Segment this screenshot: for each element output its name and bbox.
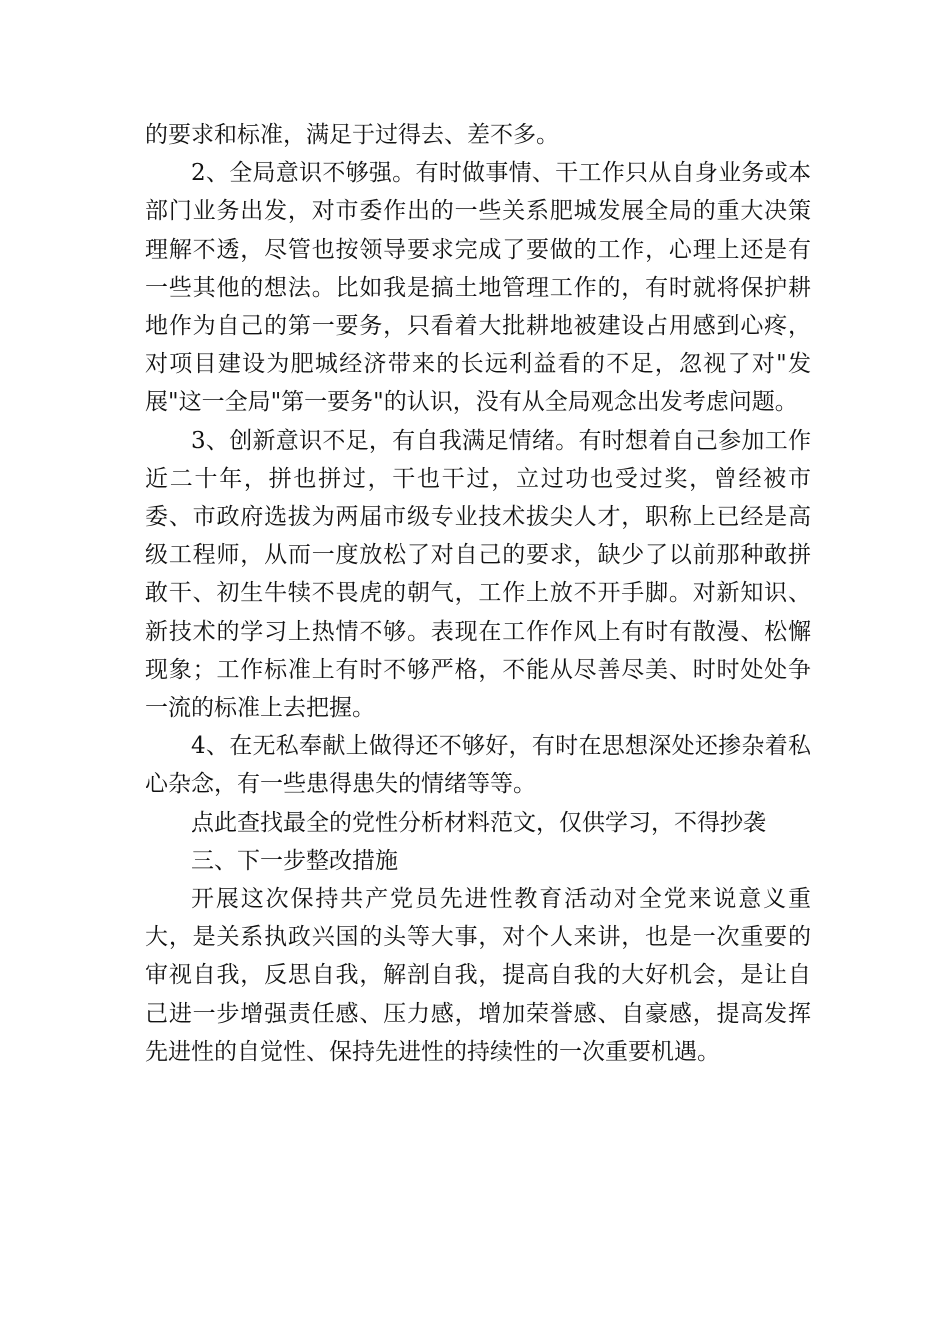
paragraph-selfless-dedication: 4、在无私奉献上做得还不够好，有时在思想深处还掺杂着私心杂念，有一些患得患失的情绪等等。 bbox=[145, 733, 811, 798]
document-page bbox=[145, 116, 811, 1071]
paragraph-global-awareness: 2、全局意识不够强。有时做事情、干工作只从自身业务或本部门业务出发，对市委作出的一些关系肥城发展全局的重大决策理解不透，尽管也按领导要求完成了要做的工作，心理上还是有一些其他的想法。比如我是搞土地管理工作的，有时就将保护耕地作为自己的第一要务，只看着大批耕地被建设占用感到心疼，对项目建设为肥城经济带来的长远利益看的不足，忽视了对"发展"这一全局"第一要务"的认识，没有从全局观念出发考虑问题。 bbox=[145, 160, 811, 416]
section-heading-rectification: 三、下一步整改措施 bbox=[191, 847, 398, 874]
paragraph-continuation: 的要求和标准，满足于过得去、差不多。 bbox=[145, 122, 559, 148]
paragraph-education-activity: 开展这次保持共产党员先进性教育活动对全党来说意义重大，是关系执政兴国的头等大事，对个人来讲，也是一次重要的审视自我，反思自我，解剖自我，提高自我的大好机会，是让自己进一步增强责任感、压力感，增加荣誉感、自豪感，提高发挥先进性的自觉性、保持先进性的持续性的一次重要机遇。 bbox=[145, 886, 811, 1065]
paragraph-innovation-awareness: 3、创新意识不足，有自我满足情绪。有时想着自己参加工作近二十年，拼也拼过，干也干过，立过功也受过奖，曾经被市委、市政府选拔为两届市级专业技术拔尖人才，职称上已经是高级工程师，从而一度放松了对自己的要求，缺少了以前那种敢拼敢干、初生牛犊不畏虎的朝气，工作上放不开手脚。对新知识、新技术的学习上热情不够。表现在工作作风上有时有散漫、松懈现象；工作标准上有时不够严格，不能从尽善尽美、时时处处争一流的标准上去把握。 bbox=[145, 427, 811, 722]
paragraph-link-note[interactable]: 点此查找最全的党性分析材料范文，仅供学习，不得抄袭 bbox=[191, 809, 766, 836]
